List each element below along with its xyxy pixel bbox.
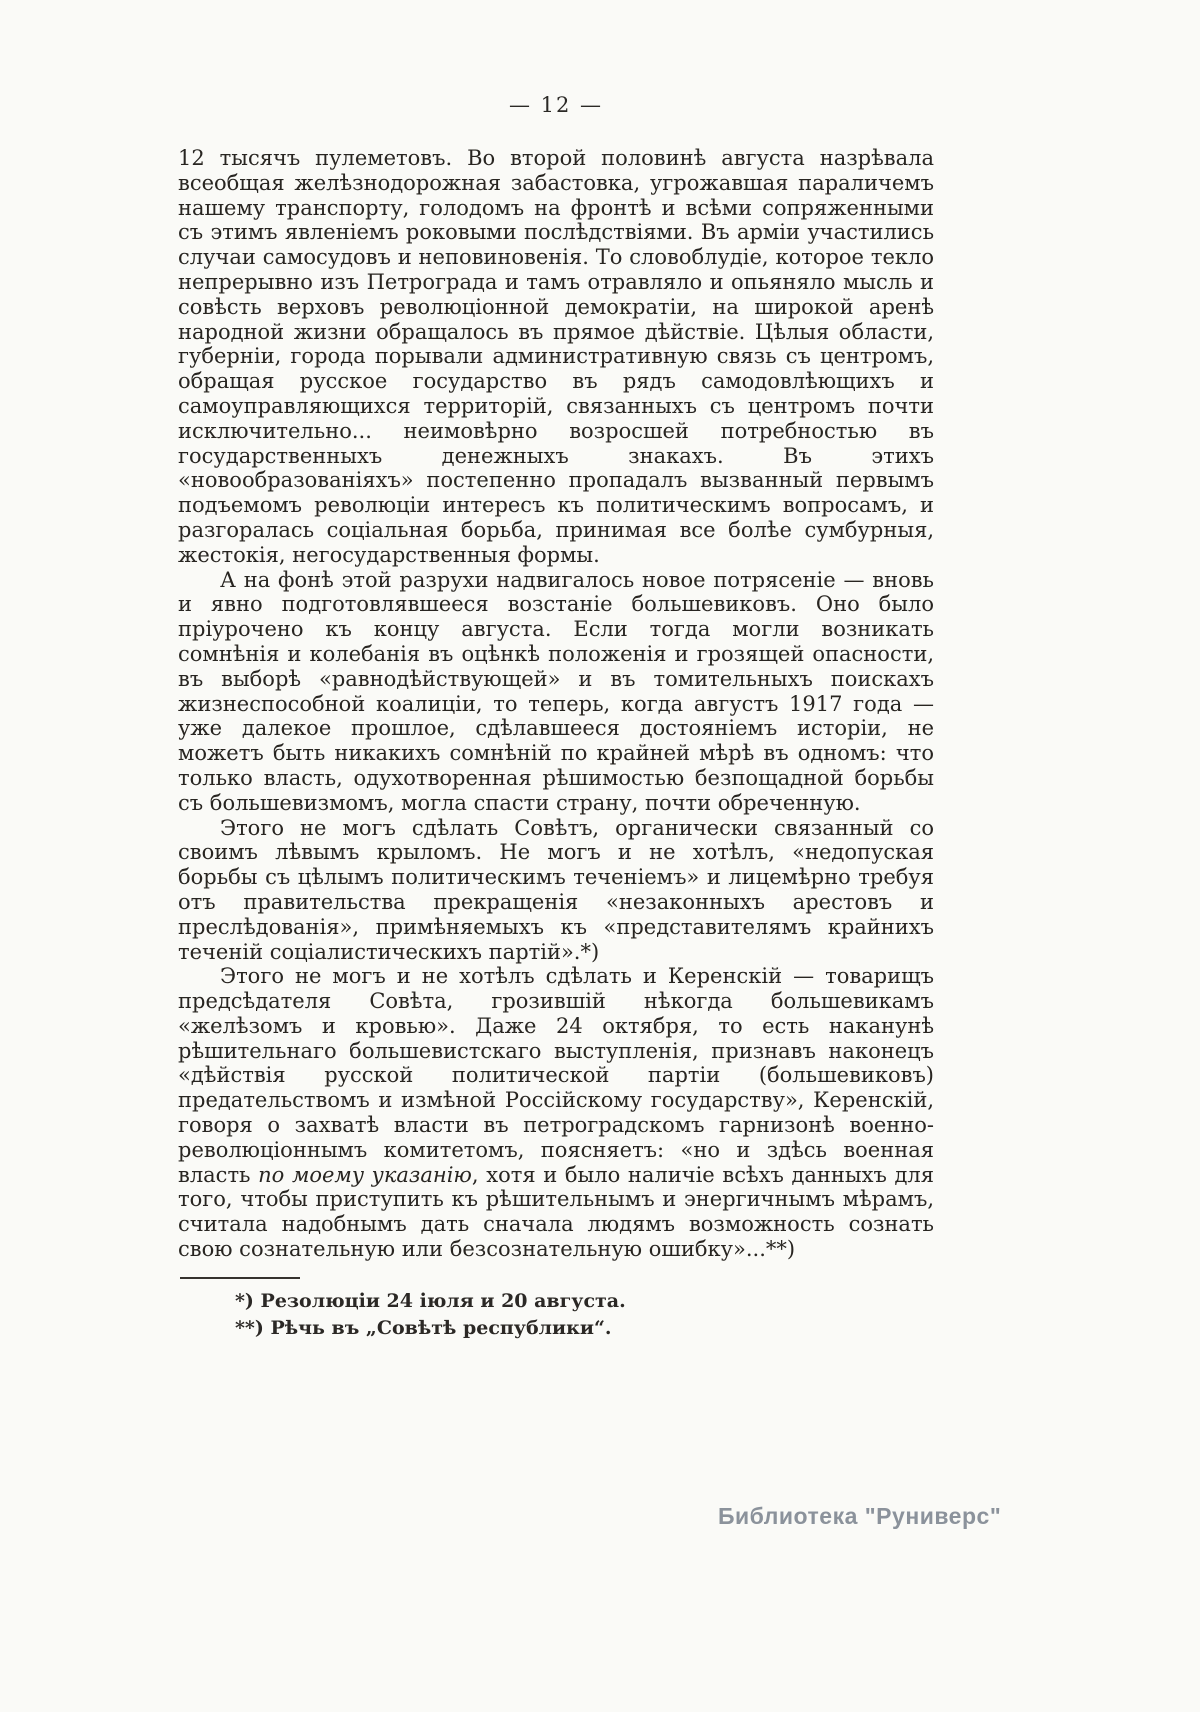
footnote-divider xyxy=(180,1277,300,1279)
page-text-block xyxy=(178,146,934,1342)
page-number: — 12 — xyxy=(508,93,604,117)
footnote-1: *) Резолюціи 24 іюля и 20 августа. xyxy=(235,1289,626,1312)
footnotes xyxy=(178,1288,934,1342)
paragraph-4-italic-phrase: по моему указанію xyxy=(258,1162,472,1187)
paragraph-4 xyxy=(178,964,934,1262)
footnote-2: **) Рѣчь въ „Совѣтѣ республики“. xyxy=(235,1316,612,1339)
library-watermark: Библиотека "Руниверс" xyxy=(718,1503,1002,1529)
paragraph-4-text: Этого не могъ и не хотѣлъ сдѣлать и Керенскій — товарищъ предсѣдателя Совѣта, грозившій нѣкогда большевикамъ «желѣзомъ и кровью». Даже 24 октября, то есть наканунѣ рѣшительнаго большевистскаго выступленія, признавъ наконецъ «дѣйствія русской политической партіи (большевиковъ) предательствомъ и измѣной Россійскому государству», Керенскій, говоря о захватѣ власти въ петроградскомъ гарнизонѣ военно-революціоннымъ комитетомъ, поясняетъ: «но и здѣсь военная власть xyxy=(178,964,934,1187)
paragraph-2: А на фонѣ этой разрухи надвигалось новое потрясеніе — вновь и явно подготовлявшееся возстаніе большевиковъ. Оно было пріурочено къ концу августа. Если тогда могли возникать сомнѣнія и колебанія въ оцѣнкѣ положенія и грозящей опасности, въ выборѣ «равнодѣйствующей» и въ томительныхъ поискахъ жизнеспособной коалиціи, то теперь, когда августъ 1917 года — уже далекое прошлое, сдѣлавшееся достояніемъ исторіи, не можетъ быть никакихъ сомнѣній по крайней мѣрѣ въ одномъ: что только власть, одухотворенная рѣшимостью безпощадной борьбы съ большевизмомъ, могла спасти страну, почти обреченную. xyxy=(178,567,934,815)
paragraph-1: 12 тысячъ пулеметовъ. Во второй половинѣ августа назрѣвала всеобщая желѣзнодорожная забастовка, угрожавшая параличемъ нашему транспорту, голодомъ на фронтѣ и всѣми сопряженными съ этимъ явленіемъ роковыми послѣдствіями. Въ арміи участились случаи самосудовъ и неповиновенія. То словоблудіе, которое текло непрерывно изъ Петрограда и тамъ отравляло и опьяняло мысль и совѣсть верховъ революціонной демократіи, на широкой аренѣ народной жизни обращалось въ прямое дѣйствіе. Цѣлыя области, губерніи, города порывали административную связь съ центромъ, обращая русское государство въ рядъ самодовлѣющихъ и самоуправляющихся территорій, связанныхъ съ центромъ почти исключительно... неимовѣрно возросшей потребностью въ государственныхъ денежныхъ знакахъ. Въ этихъ «новообразованіяхъ» постепенно пропадалъ вызванный первымъ подъемомъ революціи интересъ къ политическимъ вопросамъ, и разгоралась соціальная борьба, принимая все болѣе сумбурныя, жестокія, негосударственныя формы. xyxy=(178,146,934,567)
paragraph-3: Этого не могъ сдѣлать Совѣтъ, органически связанный со своимъ лѣвымъ крыломъ. Не могъ и не хотѣлъ, «недопуская борьбы съ цѣлымъ политическимъ теченіемъ» и лицемѣрно требуя отъ правительства прекращенія «незаконныхъ арестовъ и преслѣдованія», примѣняемыхъ къ «представителямъ крайнихъ теченій соціалистическихъ партій».*) xyxy=(178,815,934,964)
paragraph-4-text-continued: , хотя и было наличіе всѣхъ данныхъ для того, чтобы приступить къ рѣшительнымъ и энергичнымъ мѣрамъ, считала надобнымъ дать сначала людямъ возможность сознать свою сознательную или безсознательную ошибку»...**) xyxy=(178,1162,934,1262)
